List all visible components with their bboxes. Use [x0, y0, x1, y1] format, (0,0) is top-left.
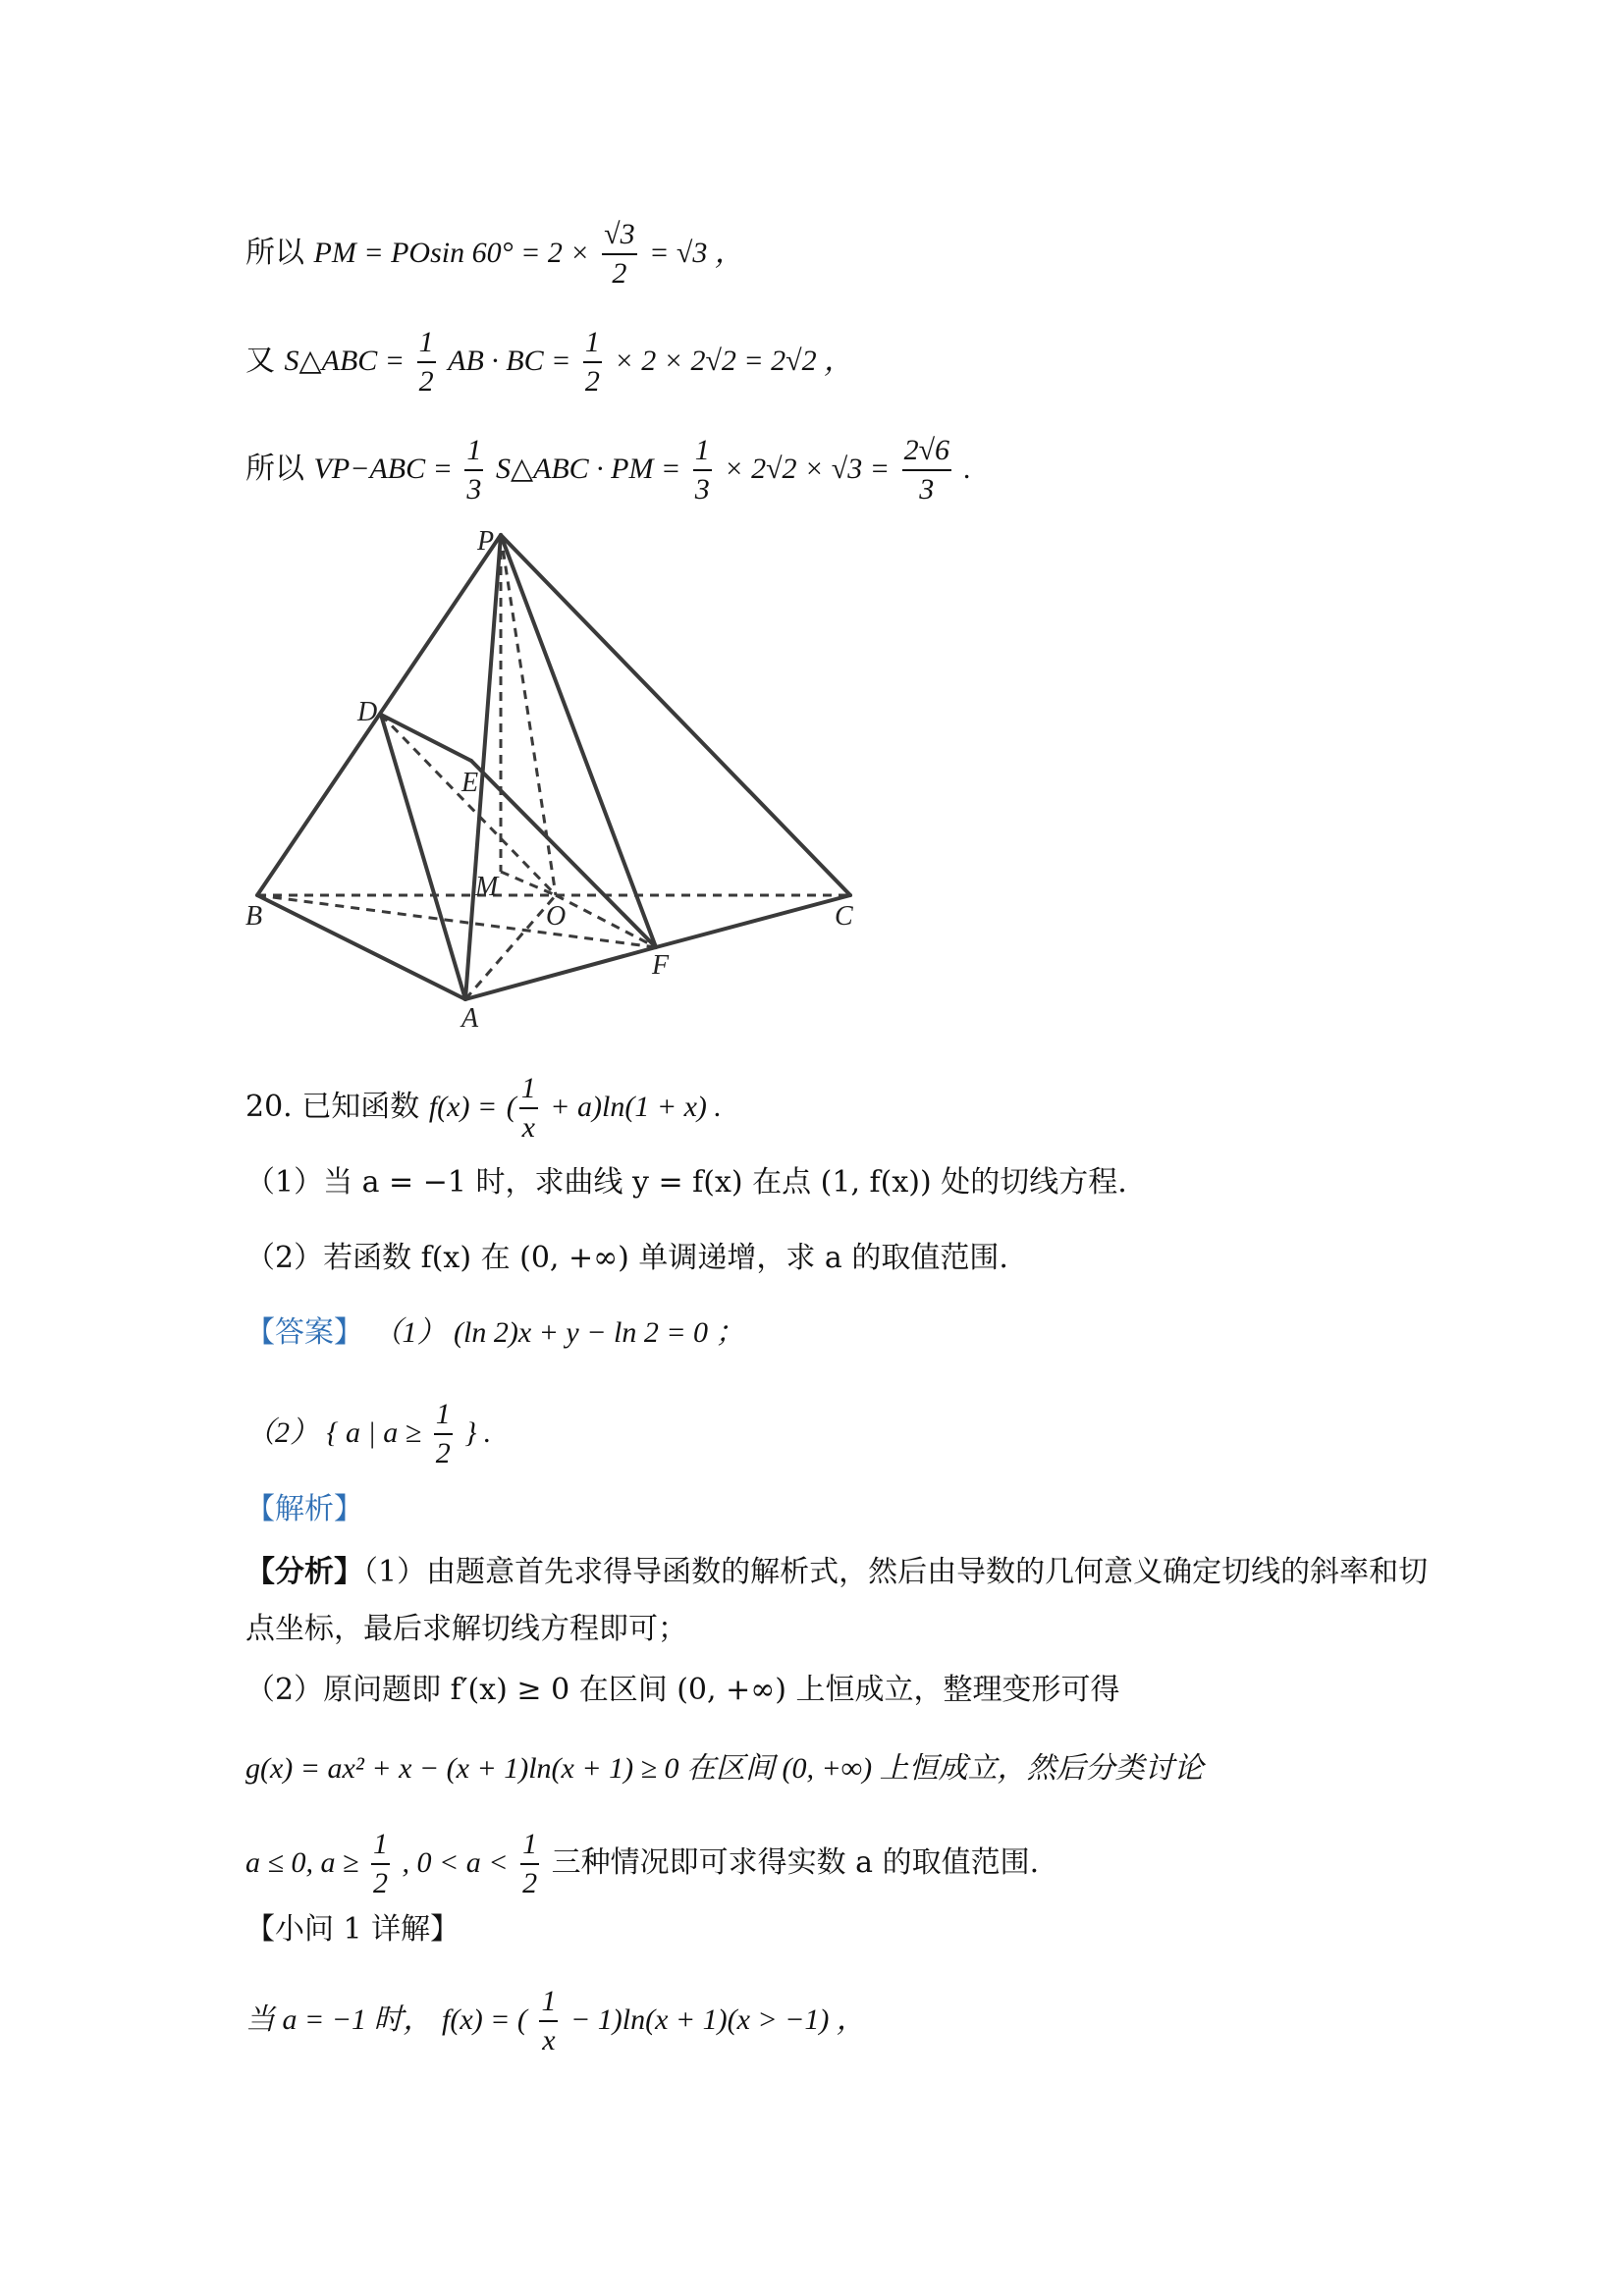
problem-number: 20. — [245, 1090, 293, 1124]
fraction-numerator: 2√6 — [902, 432, 951, 471]
fraction — [371, 1826, 390, 1902]
edge-of-hidden — [556, 895, 656, 947]
fenxi-text: g(x) = ax² + x − (x + 1)ln(x + 1) ≥ 0 在区间 (0, +∞) 上恒成立，然后分类讨论 — [245, 1752, 1204, 1785]
label-c: C — [835, 901, 853, 932]
fraction-denominator: 2 — [584, 365, 600, 398]
fenxi-text: （2）原问题即 f′(x) ≥ 0 在区间 (0, +∞) 上恒成立，整理变形可得 — [245, 1673, 1120, 1707]
answer-2-suffix: } . — [464, 1416, 492, 1449]
fraction — [417, 324, 436, 400]
answer-tag: 【答案】 — [245, 1315, 363, 1350]
fraction-denominator: x — [542, 2024, 556, 2056]
question-2: （2）若函数 f(x) 在 (0, +∞) 单调递增，求 a 的取值范围. — [245, 1241, 1008, 1275]
fraction-numerator: 1 — [417, 324, 436, 363]
label-o: O — [546, 901, 567, 932]
edge-ef — [471, 761, 656, 947]
edge-po-hidden — [501, 535, 556, 895]
edge-ao-hidden — [465, 895, 556, 999]
fraction-numerator: √3 — [602, 216, 636, 255]
fraction — [434, 1396, 453, 1472]
edge-de — [381, 715, 471, 761]
answer-2-prefix: （2） { a | a ≥ — [245, 1416, 422, 1449]
edge-fc — [656, 895, 850, 947]
fraction-numerator: 1 — [693, 432, 712, 471]
fraction-denominator: 3 — [919, 473, 935, 506]
fraction — [902, 432, 951, 508]
fraction-numerator: 1 — [371, 1826, 390, 1865]
label-a: A — [461, 1003, 479, 1034]
problem-stem: 已知函数 — [301, 1090, 420, 1124]
fraction-numerator: 1 — [583, 324, 602, 363]
fraction-numerator: 1 — [464, 432, 483, 471]
fraction-denominator: 2 — [372, 1867, 388, 1899]
edge-do-hidden — [381, 715, 556, 895]
analysis-fenxi-2 — [245, 1610, 687, 1649]
fraction-denominator: x — [521, 1111, 535, 1144]
fraction-denominator: 2 — [435, 1437, 451, 1469]
fraction-numerator: 1 — [520, 1826, 539, 1865]
fraction-denominator: 2 — [418, 365, 434, 398]
edge-da — [381, 715, 465, 999]
edge-pa — [465, 535, 501, 999]
math-expr: a ≤ 0, a ≥ — [245, 1846, 359, 1879]
edge-bf-hidden — [257, 895, 656, 947]
text-prefix: 所以 — [245, 236, 304, 270]
label-e: E — [461, 768, 479, 798]
fraction — [602, 216, 636, 293]
solution-line-volume — [245, 432, 971, 508]
solution-line-pm — [245, 216, 744, 293]
fraction — [583, 324, 602, 400]
fraction-denominator: 3 — [466, 473, 482, 506]
fraction-denominator: 2 — [612, 257, 627, 290]
fraction — [464, 432, 483, 508]
analysis-tag: 【解析】 — [245, 1492, 363, 1526]
edge-mo-hidden — [501, 872, 556, 895]
analysis-tag-line — [245, 1490, 363, 1529]
edge-ba — [257, 895, 465, 999]
fraction-numerator: 1 — [539, 1983, 558, 2022]
edge-pc — [501, 535, 850, 895]
analysis-fenxi-3 — [245, 1671, 1119, 1710]
label-d: D — [357, 697, 378, 727]
fraction — [539, 1983, 558, 2059]
label-m: M — [475, 872, 499, 902]
math-expr: f(x) = — [428, 1091, 498, 1123]
math-expr: VP−ABC = — [313, 453, 453, 485]
math-expr: S△ABC = — [284, 345, 406, 377]
math-expr: AB · BC = — [448, 345, 571, 377]
math-expr: + a)ln(1 + x) . — [550, 1091, 722, 1123]
fenxi-text: 点坐标，最后求解切线方程即可； — [245, 1612, 687, 1646]
fraction-numerator: 1 — [434, 1396, 453, 1435]
fenxi-tag: 【分析】 — [245, 1555, 363, 1589]
edge-af — [465, 947, 656, 999]
text-prefix: 又 — [245, 344, 275, 378]
analysis-fenxi-4 — [245, 1749, 1204, 1789]
math-expr: f(x) = ( — [442, 2003, 527, 2036]
fenxi-text: （1）由题意首先求得导函数的解析式，然后由导数的几何意义确定切线的斜率和切 — [363, 1555, 1429, 1589]
edge-pf — [501, 535, 656, 947]
problem-20-stem: 20. 已知函数 f(x) = ( $\frac{1}{x}$ + a)ln(1 + x) . — [245, 1070, 722, 1147]
text-prefix: 所以 — [245, 452, 304, 486]
fraction-denominator: 3 — [694, 473, 710, 506]
math-expr: × 2√2 × √3 = — [724, 453, 891, 485]
fraction — [520, 1826, 539, 1902]
answer-1: （1） (ln 2)x + y − ln 2 = 0 ； — [372, 1316, 745, 1349]
edge-pb — [257, 535, 501, 895]
question-1: （1）当 a = −1 时，求曲线 y = f(x) 在点 (1, f(x)) 处的切线方程. — [245, 1165, 1127, 1200]
math-expr: S△ABC · PM = — [495, 453, 681, 485]
label-p: P — [477, 526, 495, 557]
problem-20-q1 — [245, 1163, 1127, 1202]
math-expr: 当 a = −1 时， — [245, 2003, 433, 2036]
answer-line-2 — [245, 1396, 491, 1472]
sub1-line — [245, 1983, 866, 2059]
analysis-fenxi-1 — [245, 1553, 1428, 1592]
math-expr: = √3 ， — [649, 237, 744, 269]
fenxi-text: 三种情况即可求得实数 a 的取值范围. — [551, 1845, 1040, 1880]
fraction-denominator: 2 — [522, 1867, 538, 1899]
math-expr: × 2 × 2√2 = 2√2 ， — [614, 345, 854, 377]
problem-20-q2 — [245, 1239, 1008, 1278]
fraction-numerator: 1 — [519, 1070, 538, 1109]
fraction — [519, 1070, 538, 1147]
math-expr: , 0 < a < — [402, 1846, 509, 1879]
answer-line-1 — [245, 1313, 745, 1353]
fraction — [693, 432, 712, 508]
analysis-fenxi-5 — [245, 1826, 1039, 1902]
math-expr: . — [963, 453, 972, 485]
math-expr: PM = POsin 60° = 2 × — [313, 237, 590, 269]
math-expr: − 1)ln(x + 1)(x > −1) ， — [570, 2003, 866, 2036]
label-f: F — [652, 950, 670, 981]
label-b: B — [245, 901, 263, 932]
sub-question-tag: 【小问 1 详解】 — [245, 1912, 460, 1947]
sub1-tag-line — [245, 1910, 460, 1949]
solution-line-area — [245, 324, 853, 400]
